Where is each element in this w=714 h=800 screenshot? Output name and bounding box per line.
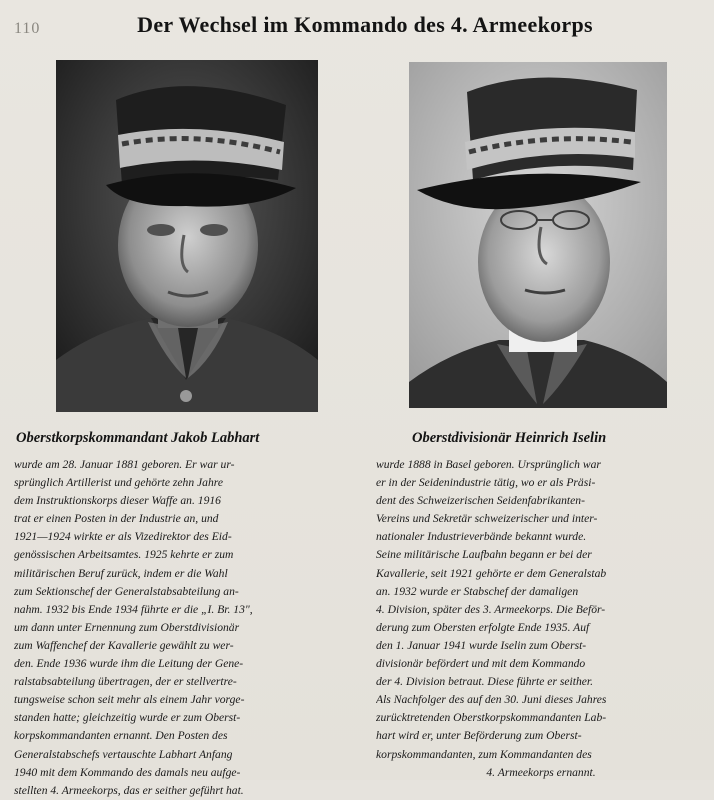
biography-iselin (376, 456, 706, 782)
bio-line: Als Nachfolger des auf den 30. Juni dieses Jahres (376, 693, 607, 707)
bio-line: korpskommandanten, zum Kommandanten des (376, 747, 592, 761)
bio-line: standen hatte; gleichzeitig wurde er zum Oberst- (14, 711, 241, 725)
bio-line: an. 1932 wurde er Stabschef der damaligen (376, 584, 579, 598)
bio-line: dent des Schweizerischen Seidenfabrikanten- (376, 494, 585, 508)
bio-line: dem Instruktionskorps dieser Waffe an. 1916 (14, 494, 221, 508)
bio-line: den 1. Januar 1941 wurde Iselin zum Oberst- (376, 638, 587, 652)
bio-line: stellten 4. Armeekorps, das er seither geführt hat. (14, 783, 244, 797)
bio-line: Vereins und Sekretär schweizerischer und inter- (376, 512, 598, 526)
bio-line: 4. Armeekorps ernannt. (486, 765, 596, 779)
bio-line: um dann unter Ernennung zum Oberstdivisionär (14, 620, 240, 634)
bio-line: zum Sektionschef der Generalstabsabteilung an- (14, 584, 239, 598)
bio-line: nationaler Industrieverbände bekannt wurde. (376, 530, 587, 544)
page-title: Der Wechsel im Kommando des 4. Armeekorps (137, 12, 593, 37)
bio-line: 1921—1924 wirkte er als Vizedirektor des Eid- (14, 530, 232, 544)
portrait-iselin-drawing (409, 62, 667, 408)
portrait-photo-iselin (409, 62, 667, 408)
bio-line: er in der Seidenindustrie tätig, wo er als Präsi- (376, 476, 596, 490)
officer-name-labhart: Oberstkorpskommandant Jakob Labhart (16, 430, 260, 446)
page-number: 110 (14, 20, 41, 37)
bio-line: sprünglich Artillerist und gehörte zehn Jahre (14, 476, 223, 490)
bio-line: trat er einen Posten in der Industrie an, und (14, 512, 219, 526)
bio-line: Kavallerie, seit 1921 gehörte er dem Generalstab (376, 566, 607, 580)
portrait-labhart-drawing (56, 60, 318, 412)
bio-line: 1940 mit dem Kommando des damals neu aufge- (14, 765, 241, 779)
bio-line: Seine militärische Laufbahn begann er bei der (376, 548, 592, 562)
bio-line: zurücktretenden Oberstkorpskommandanten Lab- (376, 711, 607, 725)
bio-line: militärischen Beruf zurück, indem er die Wahl (14, 566, 228, 580)
bio-line: derung zum Obersten erfolgte Ende 1935. Auf (376, 620, 590, 634)
bio-line: wurde 1888 in Basel geboren. Ursprünglich war (376, 458, 601, 471)
bio-line: zum Waffenchef der Kavallerie gewählt zu wer- (14, 638, 234, 652)
bio-line: wurde am 28. Januar 1881 geboren. Er war ur- (14, 458, 235, 471)
bio-line: tungsweise schon seit mehr als einem Jahr vorge- (14, 693, 245, 707)
bio-line: divisionär befördert und mit dem Kommando (376, 657, 586, 671)
bio-line: nahm. 1932 bis Ende 1934 führte er die „I. Br. 13", (14, 602, 253, 616)
bio-line: 4. Division, später des 3. Armeekorps. Die Beför- (376, 602, 606, 616)
bio-line: korpskommandanten ernannt. Den Posten des (14, 729, 228, 743)
officer-name-iselin: Oberstdivisionär Heinrich Iselin (412, 430, 607, 446)
bio-line: genössischen Arbeitsamtes. 1925 kehrte er zum (14, 548, 234, 562)
bio-line: Generalstabschefs vertauschte Labhart Anfang (14, 747, 233, 761)
portrait-photo-labhart (56, 60, 318, 412)
bio-line: hart wird er, unter Beförderung zum Oberst- (376, 729, 582, 743)
biography-labhart (14, 456, 346, 800)
bio-line: der 4. Division betraut. Diese führte er seither. (376, 675, 594, 689)
bio-line: ralstabsabteilung übertragen, der er stellvertre- (14, 675, 237, 689)
bio-line: den. Ende 1936 wurde ihm die Leitung der Gene- (14, 657, 244, 671)
